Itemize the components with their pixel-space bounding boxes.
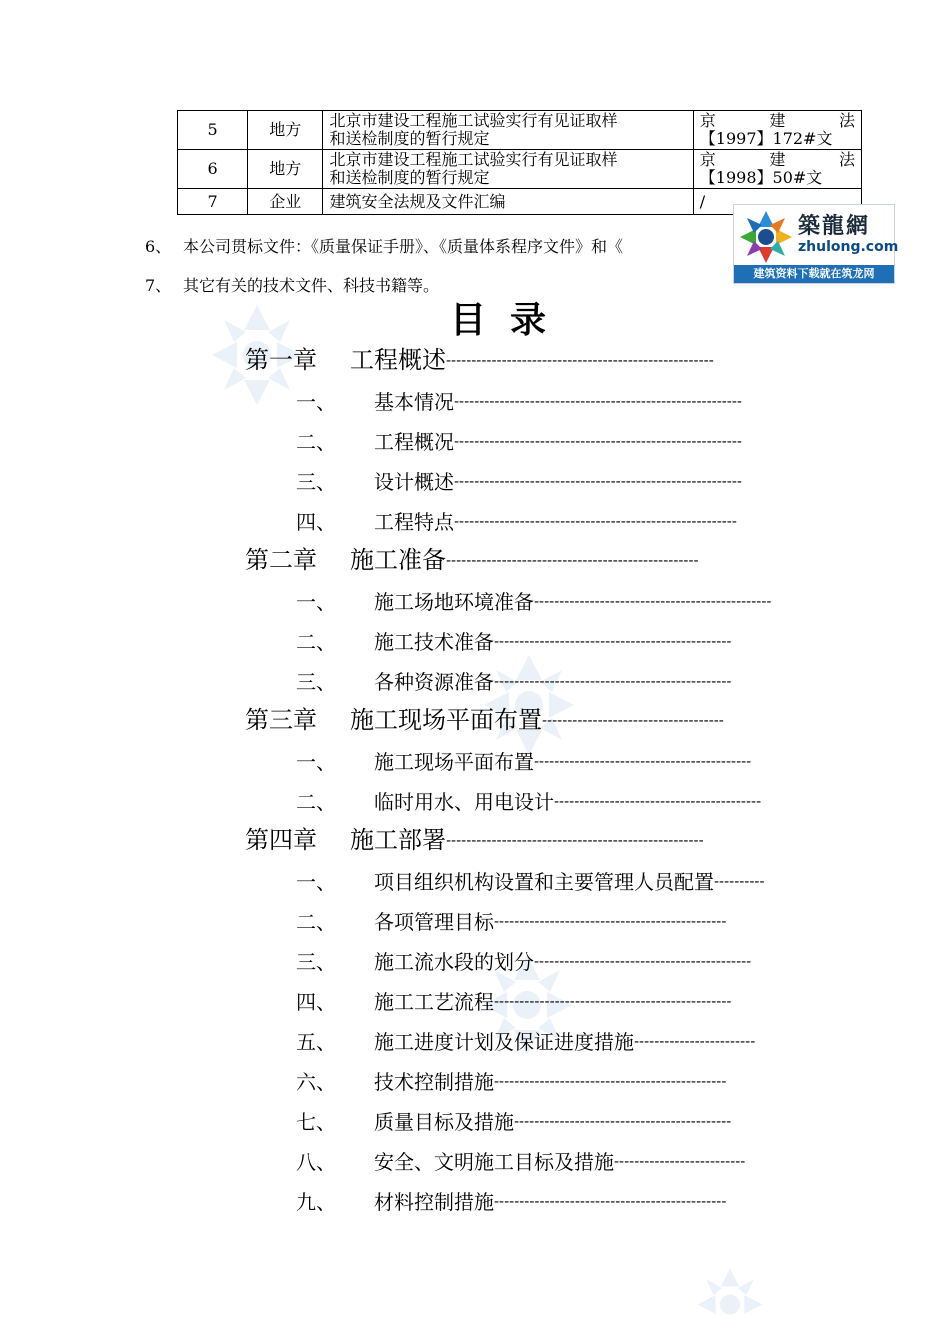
toc-leader: ----------------------------------------------	[494, 1194, 727, 1210]
toc-section-entry[interactable]	[296, 1032, 755, 1052]
row-document-number	[693, 111, 861, 150]
watermark-flower	[690, 1265, 770, 1344]
toc-text: 施工准备	[350, 546, 446, 574]
toc-index: 一、	[296, 750, 336, 774]
doc-line: 【1997】172#文	[699, 129, 833, 148]
toc-section-entry[interactable]	[296, 512, 737, 532]
toc-leader: -------------------------------------------	[514, 1114, 732, 1130]
toc-index: 三、	[296, 470, 336, 494]
toc-leader: --------------------------	[614, 1154, 746, 1170]
toc-text: 质量目标及措施	[374, 1110, 514, 1134]
table-row	[178, 111, 862, 150]
row-name: 建筑安全法规及文件汇编	[323, 189, 693, 215]
toc-section-entry[interactable]	[296, 1072, 726, 1092]
toc-leader: -----------------------------------------------	[534, 594, 772, 610]
doc-part: 建	[769, 111, 786, 130]
toc-text: 施工现场平面布置	[350, 706, 542, 734]
toc-section-entry[interactable]	[296, 872, 765, 892]
toc-index: 六、	[296, 1070, 336, 1094]
note-item	[145, 234, 623, 257]
toc-text: 施工部署	[350, 826, 446, 854]
toc-section-entry[interactable]	[296, 912, 726, 932]
row-document-number: /	[693, 189, 861, 215]
note-number: 6、	[145, 237, 172, 256]
toc-section-entry[interactable]	[296, 672, 731, 692]
row-document-number	[693, 150, 861, 189]
row-number: 7	[178, 189, 248, 215]
toc-leader: -----------------------------------------	[554, 794, 762, 810]
toc-index: 第二章	[245, 546, 317, 574]
toc-leader: ---------------------------------------------------------	[454, 434, 742, 450]
toc-index: 第一章	[245, 346, 317, 374]
toc-text: 基本情况	[374, 390, 454, 414]
toc-text: 施工场地环境准备	[374, 590, 534, 614]
toc-index: 一、	[296, 870, 336, 894]
toc-leader: --------------------------------------------------------	[454, 514, 737, 530]
toc-leader: ------------------------	[634, 1034, 756, 1050]
toc-section-entry[interactable]	[296, 792, 761, 812]
toc-text: 施工技术准备	[374, 630, 494, 654]
toc-chapter-entry[interactable]	[245, 348, 714, 372]
toc-section-entry[interactable]	[296, 752, 751, 772]
doc-line: 【1998】50#文	[699, 168, 823, 187]
row-number: 5	[178, 111, 248, 150]
toc-index: 四、	[296, 990, 336, 1014]
toc-leader: -----------------------------------------------------	[446, 353, 714, 369]
toc-title: 目录	[449, 299, 570, 341]
toc-index: 八、	[296, 1150, 336, 1174]
toc-text: 工程概况	[374, 430, 454, 454]
doc-part: 京	[699, 111, 716, 130]
toc-section-entry[interactable]	[296, 472, 742, 492]
toc-text: 材料控制措施	[374, 1190, 494, 1214]
logo-mark-icon	[738, 209, 794, 265]
toc-index: 三、	[296, 670, 336, 694]
toc-leader: ----------------------------------------------	[494, 914, 727, 930]
toc-text: 设计概述	[374, 470, 454, 494]
toc-section-entry[interactable]	[296, 992, 731, 1012]
row-name-line: 和送检制度的暂行规定	[329, 168, 490, 187]
toc-section-entry[interactable]	[296, 1152, 745, 1172]
row-name	[323, 150, 693, 189]
toc-section-entry[interactable]	[296, 592, 771, 612]
toc-text: 工程特点	[374, 510, 454, 534]
toc-index: 一、	[296, 390, 336, 414]
row-name-line: 北京市建设工程施工试验实行有见证取样	[329, 111, 618, 130]
toc-leader: -----------------------------------------------	[494, 994, 732, 1010]
toc-text: 技术控制措施	[374, 1070, 494, 1094]
zhulong-logo	[733, 204, 899, 284]
logo-chinese-name: 築龍網	[798, 213, 871, 239]
note-number: 7、	[145, 276, 172, 295]
toc-chapter-entry[interactable]	[245, 548, 699, 572]
toc-index: 二、	[296, 430, 336, 454]
toc-leader: --------------------------------------------------	[446, 553, 699, 569]
row-name	[323, 111, 693, 150]
toc-leader: -----------------------------------------------	[494, 674, 732, 690]
toc-section-entry[interactable]	[296, 632, 731, 652]
toc-index: 第四章	[245, 826, 317, 854]
toc-leader: -------------------------------------------	[534, 754, 752, 770]
toc-text: 临时用水、用电设计	[374, 790, 554, 814]
regulations-table	[177, 110, 862, 215]
toc-index: 九、	[296, 1190, 336, 1214]
row-name-line: 和送检制度的暂行规定	[329, 129, 490, 148]
note-text: 本公司贯标文件：《质量保证手册》、《质量体系程序文件》和《	[183, 237, 624, 256]
toc-index: 二、	[296, 910, 336, 934]
row-type: 地方	[248, 150, 323, 189]
toc-text: 项目组织机构设置和主要管理人员配置	[374, 870, 714, 894]
row-type: 企业	[248, 189, 323, 215]
logo-slogan: 建筑资料下载就在筑龙网	[734, 265, 894, 283]
toc-section-entry[interactable]	[296, 1192, 726, 1212]
toc-index: 第三章	[245, 706, 317, 734]
toc-text: 各项管理目标	[374, 910, 494, 934]
toc-index: 七、	[296, 1110, 336, 1134]
toc-text: 各种资源准备	[374, 670, 494, 694]
toc-index: 四、	[296, 510, 336, 534]
doc-part: 法	[838, 150, 855, 169]
toc-text: 安全、文明施工目标及措施	[374, 1150, 614, 1174]
toc-index: 二、	[296, 630, 336, 654]
row-number: 6	[178, 150, 248, 189]
doc-part: 京	[699, 150, 716, 169]
watermark-flower	[484, 650, 574, 760]
doc-part: 建	[769, 150, 786, 169]
toc-section-entry[interactable]	[296, 952, 751, 972]
doc-part: 法	[838, 111, 855, 130]
row-name-line: 北京市建设工程施工试验实行有见证取样	[329, 150, 618, 169]
toc-index: 一、	[296, 590, 336, 614]
toc-leader: ---------------------------------------------------------	[454, 394, 742, 410]
toc-section-entry[interactable]	[296, 392, 742, 412]
toc-leader: ---------------------------------------------------------	[454, 474, 742, 490]
toc-leader: ----------	[714, 874, 765, 890]
toc-text: 工程概述	[350, 346, 446, 374]
toc-leader: -------------------------------------------	[534, 954, 752, 970]
toc-text: 施工现场平面布置	[374, 750, 534, 774]
note-text: 其它有关的技术文件、科技书籍等。	[183, 276, 440, 295]
table-row	[178, 150, 862, 189]
logo-domain: zhulong.com	[798, 239, 899, 255]
toc-leader: ------------------------------------	[542, 713, 724, 729]
toc-leader: -----------------------------------------------	[494, 634, 732, 650]
toc-text: 施工工艺流程	[374, 990, 494, 1014]
toc-text: 施工流水段的划分	[374, 950, 534, 974]
row-type: 地方	[248, 111, 323, 150]
toc-section-entry[interactable]	[296, 1112, 731, 1132]
toc-section-entry[interactable]	[296, 432, 742, 452]
toc-index: 二、	[296, 790, 336, 814]
toc-chapter-entry[interactable]	[245, 828, 704, 852]
toc-index: 五、	[296, 1030, 336, 1054]
toc-index: 三、	[296, 950, 336, 974]
toc-text: 施工进度计划及保证进度措施	[374, 1030, 634, 1054]
toc-chapter-entry[interactable]	[245, 708, 724, 732]
toc-leader: ----------------------------------------------	[494, 1074, 727, 1090]
toc-leader: ---------------------------------------------------	[446, 833, 704, 849]
